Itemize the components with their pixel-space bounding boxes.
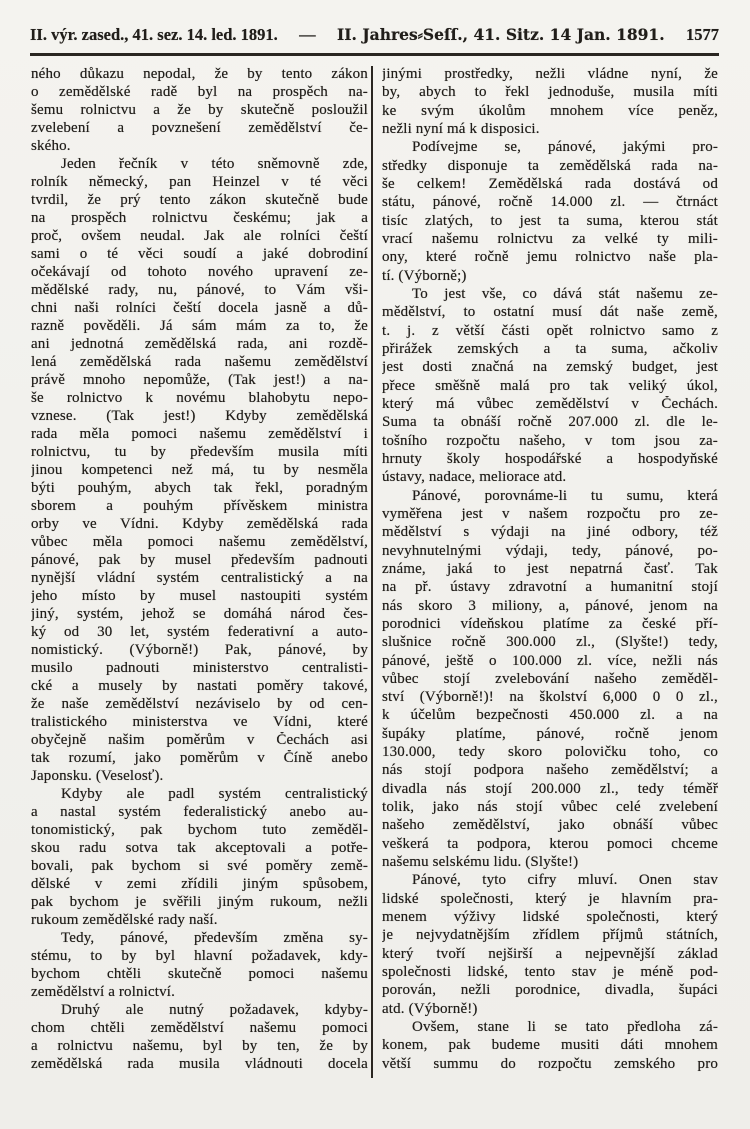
text-line: Pánové, tyto cifry mluví. Onen stav (412, 872, 718, 889)
text-line: přece směšně malá pro tak veliký úkol, (382, 377, 718, 394)
text-line: Tedy, pánové, především změna sy- (61, 930, 368, 946)
text-line: mědělství, to ostatní musí dát naše země, (382, 304, 718, 321)
text-line: chom chtěli zemědělství našemu pomoci (31, 1020, 368, 1036)
text-line: ného důkazu nepodal, že by tento zákon (31, 66, 368, 82)
text-line: tošního rozpočtu našeho, v tom jsou za- (382, 432, 718, 449)
text-line: ony, které ročně jemu rolnictvo naše pla- (382, 249, 718, 266)
text-line: Ovšem, stane li se tato předloha zá- (412, 1019, 718, 1036)
text-line: přirážek zemských a ta suma, ačkoliv (382, 340, 718, 357)
text-line: lená zemědělská rada našemu zemědělství (31, 354, 368, 370)
text-line: bovali, pak bychom si své poměry země- (31, 858, 368, 874)
text-line: nás skoro 3 miliony, a, pánové, jenom na (382, 597, 718, 614)
text-line: hrnuty školy hospodářské a hospodyňské (382, 450, 718, 467)
text-line: rolník německý, pan Heinzel v té věci (31, 174, 368, 190)
text-line: lidské společnosti, který je hlavním pra- (382, 890, 718, 907)
text-line: 130.000, tedy skoro polovičku toho, co (382, 744, 718, 761)
text-line: obyčejně našim poměrům v Čechách asi (31, 732, 368, 748)
text-line: býti pouhým, abych tak řekl, poradným (31, 480, 368, 496)
text-line: stému, to by byl hlavní požadavek, kdy- (31, 948, 368, 964)
header-separator: — (299, 25, 316, 44)
text-line: pánové, pak by musel především padnouti (31, 552, 368, 568)
text-line: společnosti lidské, tento stav je méně pod- (382, 964, 718, 981)
right-column (382, 66, 718, 1074)
text-line: nomistický. (Výborně!) Pak, pánové, by (31, 642, 368, 658)
text-line: rolnictvu, tu by především musila míti (31, 444, 368, 460)
text-line: ství (Výborně!)! na školství 6,000 0 0 zl., (382, 689, 718, 706)
text-line: zvelebení a povznešení zemědělství če- (31, 120, 368, 136)
column-divider-rule (371, 66, 373, 1078)
text-line: t. j. z větší části opět rolnictvo samo z (382, 322, 718, 339)
text-line: orby ve Vídni. Kdyby zemědělská rada (31, 516, 368, 532)
text-line: ký od 30 let, systém federativní a auto- (31, 624, 368, 640)
text-line: tí. (Výborně;) (382, 267, 467, 284)
text-line: by, abych to řekl jednoduše, musila míti (382, 84, 718, 101)
text-line: je nejvydatnějším zřídlem příjmů státních, (382, 927, 718, 944)
text-line: šemu rolnictvu a že by skutečně posloužil (31, 102, 368, 118)
text-line: musilo padnouti ministerstvo centralisti- (31, 660, 368, 676)
text-line: mědělství s výdaji na jiné odbory, též (382, 524, 718, 541)
header-german-session: II. Jahres⸗Seſſ., 41. Sitz. 14 Jan. 1891. (337, 25, 665, 44)
text-line: nežli nyní má k disposici. (382, 120, 540, 137)
text-line: Pánové, porovnáme-li tu sumu, která (412, 487, 718, 504)
text-line: zemědělská rada musila vládnouti docela (31, 1056, 368, 1072)
text-line: konem, pak budeme musiti dáti mnohem (382, 1037, 718, 1054)
text-line: še celkem! Zemědělská rada dostává od (382, 175, 718, 192)
text-line: chni naši rolníci čeští docela jasně a dů- (31, 300, 368, 316)
text-line: o zemědělské radě byl na prospěch na- (31, 84, 368, 100)
text-line: k účelům bezpečnosti 450.000 zl. a na (382, 707, 718, 724)
text-line: ani jednotná zemědělská rada, ani rozdě- (31, 336, 368, 352)
page-header (30, 25, 719, 45)
text-line: tisíc zlatých, to jest ta suma, kterou stát (382, 212, 718, 229)
left-column (31, 66, 368, 1074)
text-line: jinými prostředky, nežli vládne nyní, že (382, 66, 718, 82)
text-line: porodnici vídeňskou platíme za české pří- (382, 615, 718, 632)
text-line: nevyhnutelnými výdaji, tedy, pánové, po- (382, 542, 718, 559)
text-line: jinou kompetenci než má, tu by nesměla (31, 462, 368, 478)
text-line: že naše zemědělství nezáviselo by od cen- (31, 696, 368, 712)
text-line: rukoum zemědělské rady naší. (31, 912, 218, 928)
text-line: tonomistický, pak bychom tuto zeměděl- (31, 822, 368, 838)
text-line: šupáky platíme, pánové, ročně jenom (382, 725, 718, 742)
text-line: nynější vládní systém centralistický a na (31, 570, 368, 586)
text-line: ústavy, nadace, meliorace atd. (382, 469, 567, 486)
text-line: Suma ta obnáší ročně 207.000 zl. dle le- (382, 414, 718, 431)
text-line: a nastal systém federalistický anebo au- (31, 804, 368, 820)
text-line: cké a musely by nastati poměry takové, (31, 678, 368, 694)
text-line: který má vůbec zemědělství v Čechách. (382, 395, 718, 412)
text-line: divadla nás stojí 200.000 zl., tedy téměř (382, 780, 718, 797)
text-line: razně pověděli. Já sám mám za to, že (31, 318, 368, 334)
text-line: vyměřena jest v našem rozpočtu pro ze- (382, 505, 718, 522)
header-czech-session: II. výr. zased., 41. sez. 14. led. 1891. (30, 25, 278, 44)
text-line: porován, nežli porodnice, divadla, šupáci (382, 982, 718, 999)
text-line: Druhý ale nutný požadavek, kdyby- (61, 1002, 368, 1018)
text-line: Japonsku. (Veselosť). (31, 768, 164, 784)
text-line: pak bychom je svěřili jiným rukoum, nežli (31, 894, 368, 910)
text-line: našeho zemědělství, jako obnáší vůbec (382, 817, 718, 834)
text-line: mědělské rady, nu, pánové, to Vám vši- (31, 282, 368, 298)
text-line: sborem a pouhým přívěskem ministra (31, 498, 368, 514)
text-line: státu, pánové, ročně 14.000 zl. — čtrnáct (382, 194, 718, 211)
text-line: zemědělství a rolnictví. (31, 984, 175, 1000)
text-line: tolik, jako nás stojí vůbec celé zvelebení (382, 799, 718, 816)
text-line: rada měla pomoci našemu zemědělství i (31, 426, 368, 442)
text-line: tralistického ministerstva ve Vídni, které (31, 714, 368, 730)
text-line: To jest vše, co dává stát našemu ze- (412, 285, 718, 302)
text-line: dělské v zemi zřídili jiným spůsobem, (31, 876, 368, 892)
text-line: Kdyby ale padl systém centralistický (61, 786, 368, 802)
text-line: tak rozumí, jako poměrům v Číně anebo (31, 750, 368, 766)
text-line: a rolnictvu našemu, byl by ten, že by (31, 1038, 368, 1054)
text-line: našemu selskému lidu. (Slyšte!) (382, 854, 579, 871)
text-line: jest dosti značná na zemský budget, jest (382, 359, 718, 376)
text-line: očekávají od tohoto nového upravení ze- (31, 264, 368, 280)
text-line: který tvoří nejširší a nejpevnější základ (382, 945, 718, 962)
text-line: tvrdil, že prý tento zákon skutečně bude (31, 192, 368, 208)
text-line: vůbec stojí zvelebování našeho zeměděl- (382, 670, 718, 687)
text-line: Podívejme se, pánové, jakými pro- (412, 139, 718, 156)
text-line: veškerá ta podpora, kterou pomoci chceme (382, 835, 718, 852)
text-line: sami o té věci soudí a jaké dobrodiní (31, 246, 368, 262)
text-line: jeho místo by musel nastoupiti systém (31, 588, 368, 604)
text-line: pánové, ještě o 100.000 zl. více, nežli nás (382, 652, 718, 669)
text-line: vůbec měla pomoci našemu zemědělství, (31, 534, 368, 550)
text-line: še rolnictvo k novému blahobytu nepo- (31, 390, 368, 406)
header-rule (30, 53, 719, 56)
text-line: větší summu do rozpočtu zemského pro (382, 1055, 718, 1072)
text-line: vznese. (Tak jest!) Kdyby zemědělská (31, 408, 368, 424)
text-line: menem výživy lidské společnosti, který (382, 909, 718, 926)
page-number: 1577 (685, 25, 719, 44)
text-line: ke svým úkolům mnohem více peněz, (382, 102, 718, 119)
text-line: ského. (31, 138, 71, 154)
text-line: slušnice ročně 300.000 zl., (Slyšte!) tedy, (382, 634, 718, 651)
text-line: skou radu sotva tak akceptovali a potře- (31, 840, 368, 856)
text-line: Jeden řečník v této sněmovně zde, (61, 156, 368, 172)
text-line: na př. ústavy zdravotní a humanitní stojí (382, 579, 718, 596)
text-line: nás stojí podpora našeho zemědělství; a (382, 762, 718, 779)
text-line: na prospěch rolnictvu českému; jak a (31, 210, 368, 226)
text-line: právě mnoho nepomůže, (Tak jest!) a na- (31, 372, 368, 388)
text-line: atd. (Výborně!) (382, 1000, 478, 1017)
text-line: proč, ovšem neudal. Jak ale rolníci čeští (31, 228, 368, 244)
text-line: známe, jaká to jest nepatrná časť. Tak (382, 560, 718, 577)
text-line: jiný, systém, jehož se domáhá národ čes- (31, 606, 368, 622)
text-line: bychom chtěli skutečně pomoci našemu (31, 966, 368, 982)
text-line: středky disponuje ta zemědělská rada na- (382, 157, 718, 174)
text-line: vrací našemu rolnictvu za velké ty mili- (382, 230, 718, 247)
